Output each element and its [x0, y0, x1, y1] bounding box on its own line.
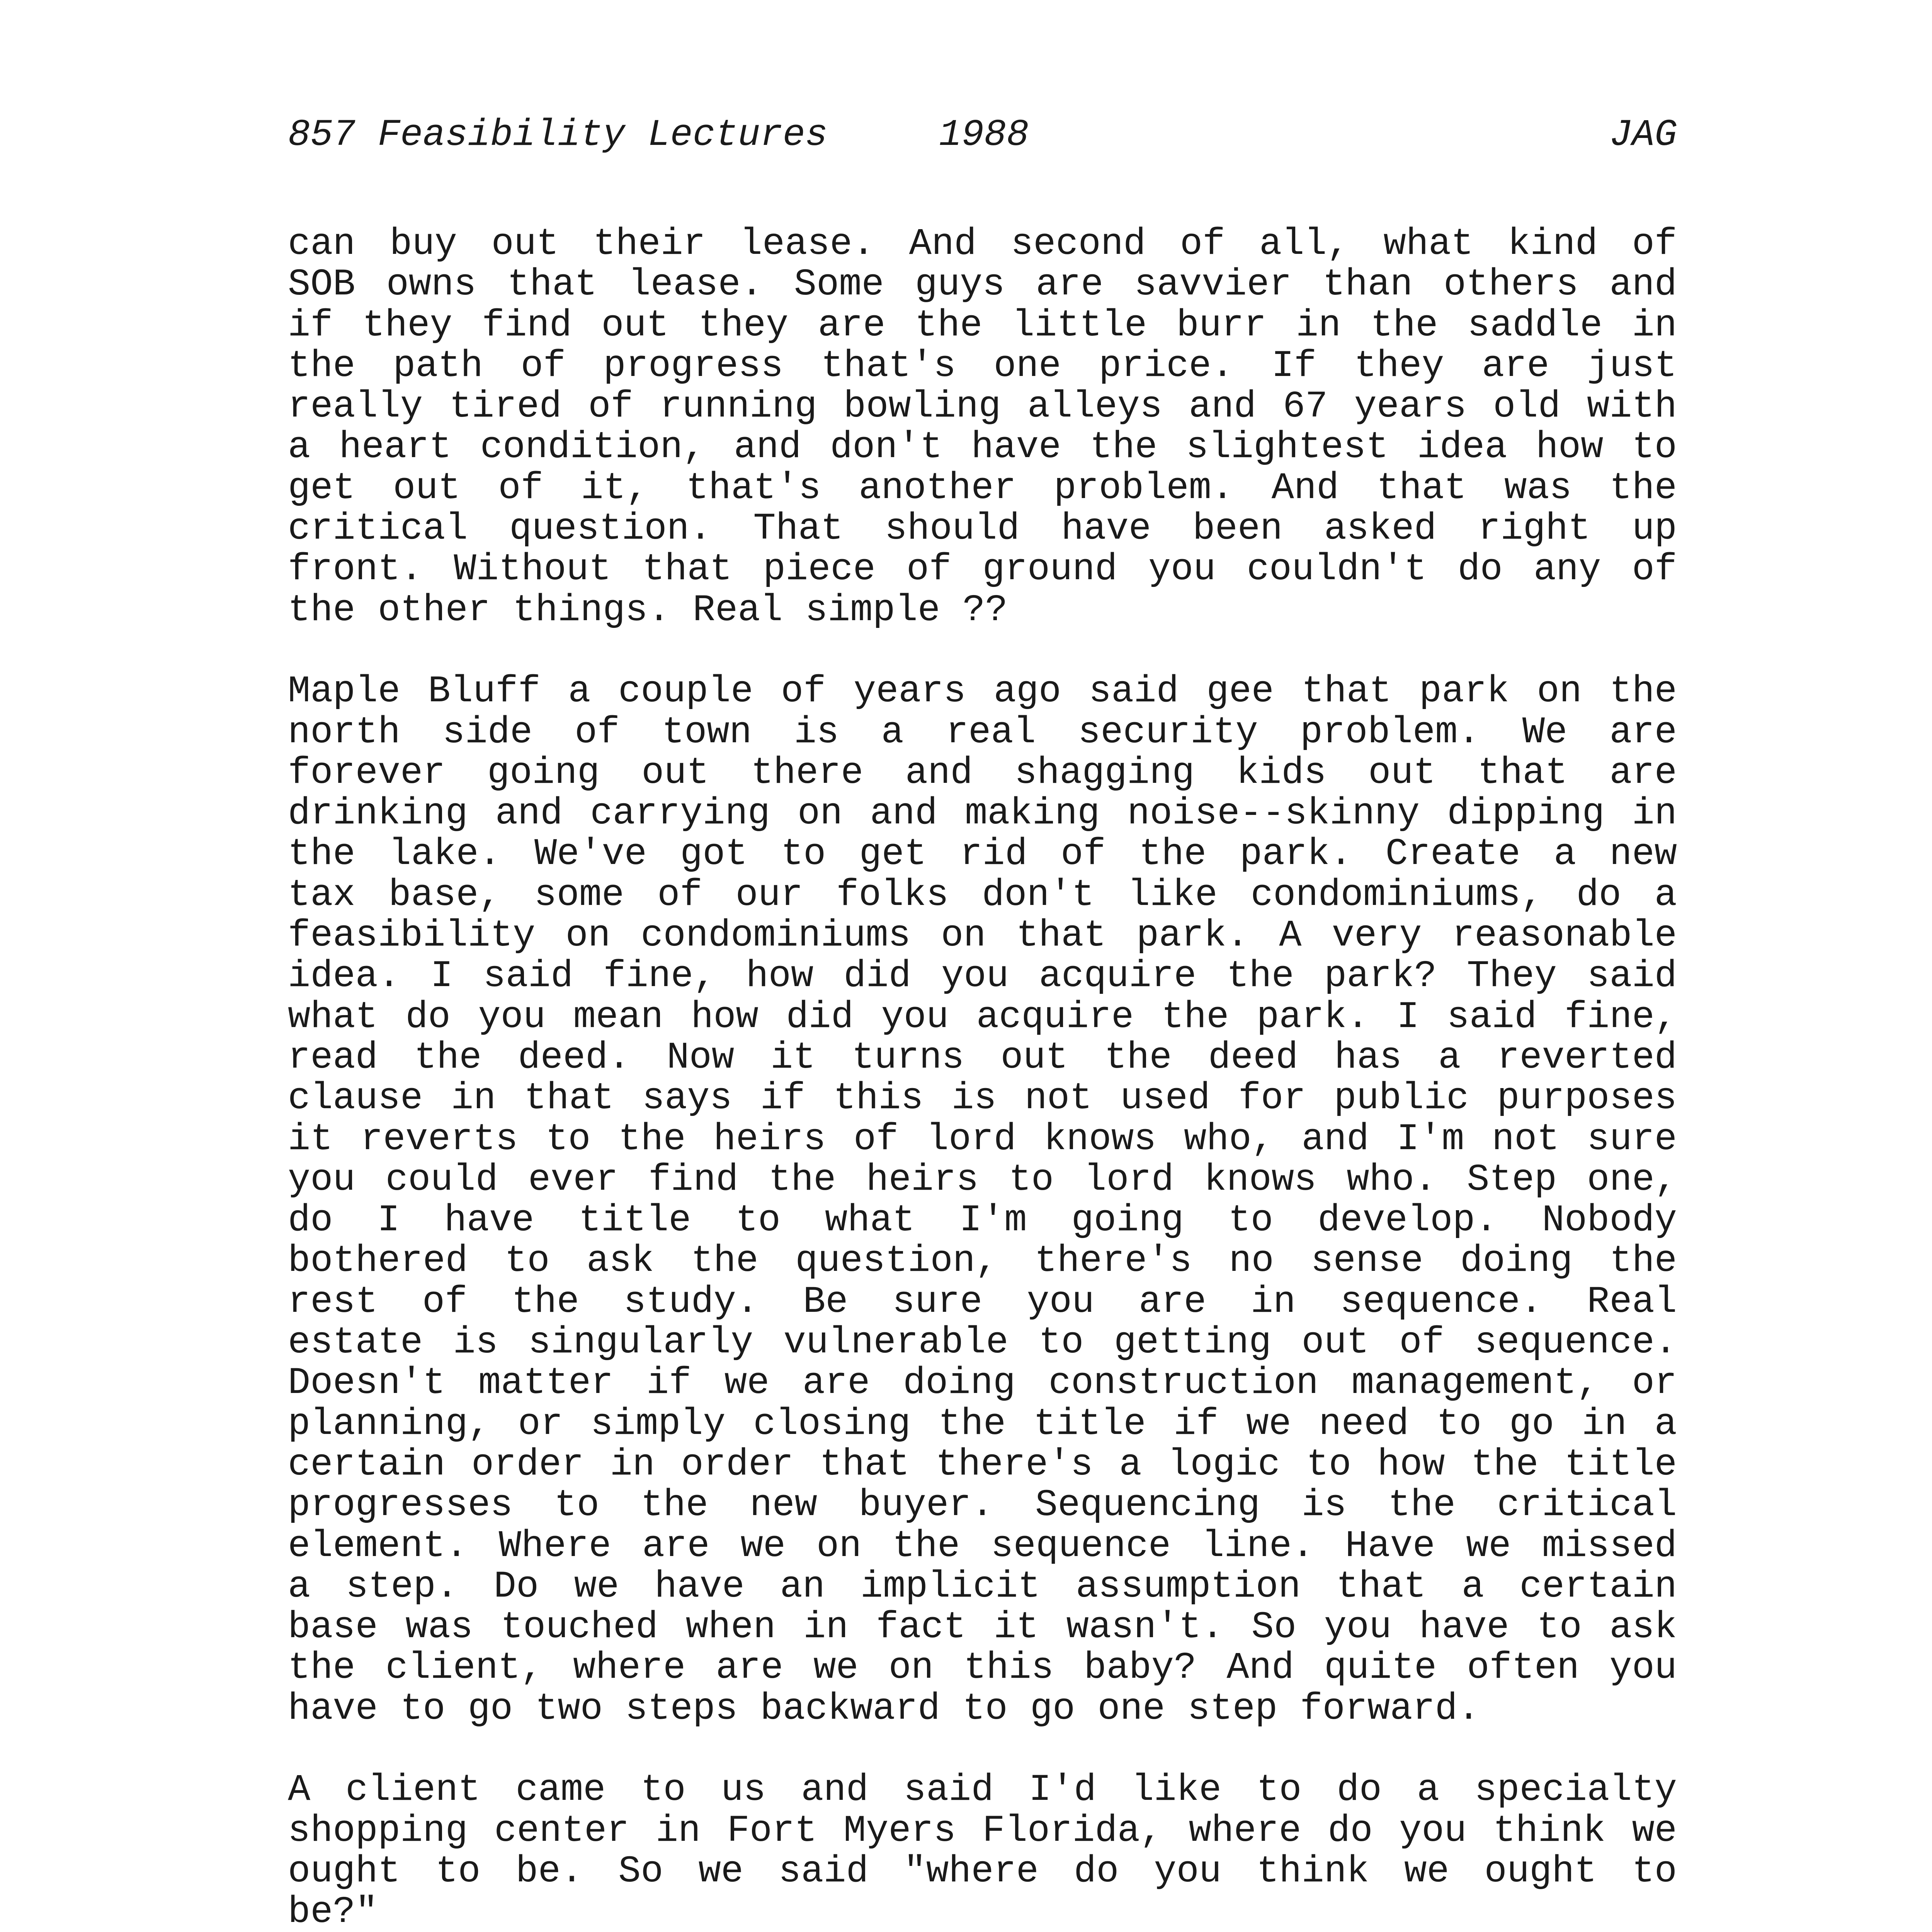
text-line: ought to be. So we said "where do you think we ought to [288, 1850, 1677, 1893]
author-initials: JAG [1609, 114, 1677, 156]
text-line: forever going out there and shagging kids out that are [288, 752, 1677, 794]
text-line: can buy out their lease. And second of all, what kind of [288, 223, 1677, 265]
text-line: critical question. That should have been asked right up [288, 508, 1677, 551]
text-line: certain order in order that there's a logic to how the title [288, 1443, 1677, 1486]
text-line: tax base, some of our folks don't like condominiums, do a [288, 874, 1677, 917]
paragraph [288, 672, 1677, 1730]
text-line: element. Where are we on the sequence line. Have we missed [288, 1525, 1677, 1568]
text-line: estate is singularly vulnerable to getting out of sequence. [288, 1321, 1677, 1364]
text-line: a step. Do we have an implicit assumption that a certain [288, 1565, 1677, 1608]
text-line: Maple Bluff a couple of years ago said gee that park on the [288, 670, 1677, 713]
text-line: drinking and carrying on and making noise--skinny dipping in [288, 793, 1677, 835]
text-line: bothered to ask the question, there's no sense doing the [288, 1240, 1677, 1283]
text-line: if they find out they are the little burr in the saddle in [288, 304, 1677, 347]
text-line: rest of the study. Be sure you are in sequence. Real [288, 1281, 1677, 1323]
text-line: base was touched when in fact it wasn't. So you have to ask [288, 1606, 1677, 1649]
text-line: read the deed. Now it turns out the deed has a reverted [288, 1036, 1677, 1079]
text-line: the path of progress that's one price. If they are just [288, 345, 1677, 388]
text-line: a heart condition, and don't have the slightest idea how to [288, 426, 1677, 469]
text-line: clause in that says if this is not used for public purposes [288, 1077, 1677, 1120]
text-line: A client came to us and said I'd like to do a specialty [288, 1769, 1677, 1812]
paragraph [288, 224, 1677, 631]
text-line: what do you mean how did you acquire the park. I said fine, [288, 996, 1677, 1039]
paragraph [288, 1770, 1677, 1932]
text-line: you could ever find the heirs to lord knows who. Step one, [288, 1158, 1677, 1201]
text-line: the other things. Real simple ?? [288, 589, 1008, 632]
text-line: north side of town is a real security problem. We are [288, 711, 1677, 754]
text-line: SOB owns that lease. Some guys are savvier than others and [288, 264, 1677, 306]
text-line: shopping center in Fort Myers Florida, where do you think we [288, 1810, 1677, 1852]
text-line: it reverts to the heirs of lord knows who, and I'm not sure [288, 1118, 1677, 1161]
text-line: do I have title to what I'm going to develop. Nobody [288, 1199, 1677, 1242]
text-line: progresses to the new buyer. Sequencing is the critical [288, 1484, 1677, 1527]
lecture-year: 1988 [939, 114, 1029, 156]
text-line: idea. I said fine, how did you acquire the park? They said [288, 955, 1677, 998]
text-line: really tired of running bowling alleys and 67 years old with [288, 386, 1677, 429]
text-line: the lake. We've got to get rid of the park. Create a new [288, 833, 1677, 876]
text-line: Doesn't matter if we are doing construction management, or [288, 1362, 1677, 1405]
text-line: get out of it, that's another problem. And that was the [288, 467, 1677, 510]
text-line: feasibility on condominiums on that park. A very reasonable [288, 915, 1677, 957]
lecture-transcript-body [288, 224, 1677, 1932]
page-header [288, 110, 1677, 160]
text-line: the client, where are we on this baby? And quite often you [288, 1647, 1677, 1690]
text-line: be?" [288, 1891, 378, 1932]
lecture-series-title: 857 Feasibility Lectures [288, 114, 828, 156]
text-line: have to go two steps backward to go one step forward. [288, 1687, 1480, 1730]
text-line: front. Without that piece of ground you couldn't do any of [288, 548, 1677, 591]
text-line: planning, or simply closing the title if we need to go in a [288, 1403, 1677, 1446]
